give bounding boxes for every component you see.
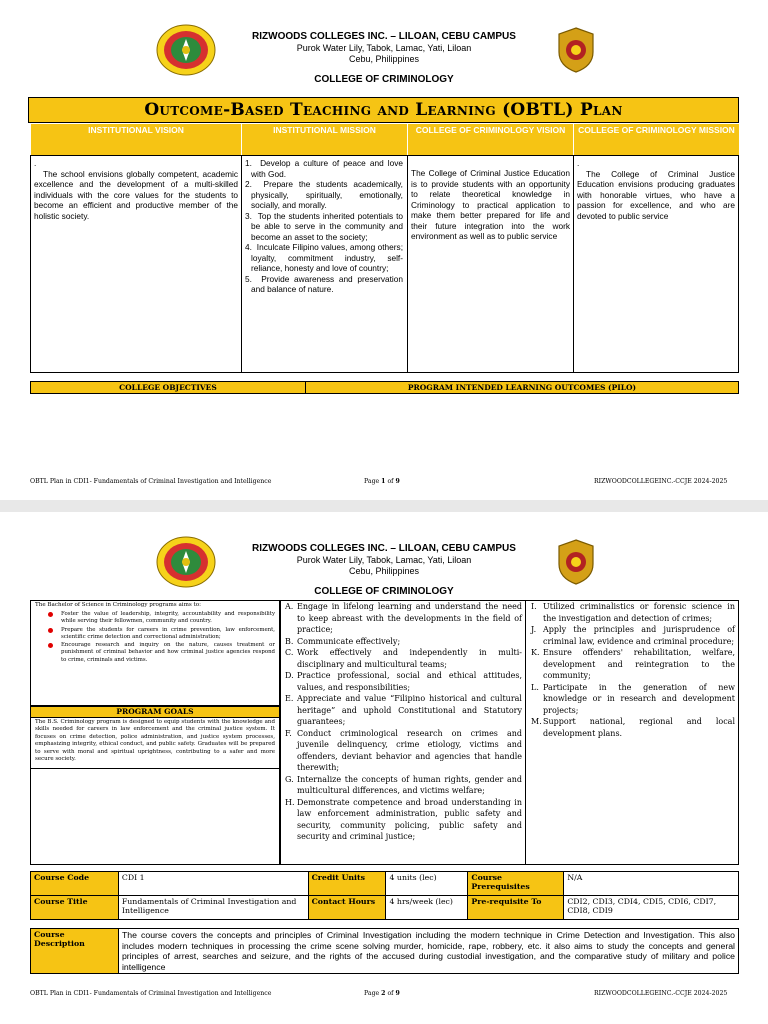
objectives-list [35,611,275,664]
pilo-item-text: Work effectively and independently in multi-disciplinary and multicultural teams; [297,648,522,669]
pilo-item [285,774,522,797]
footer-course: OBTL Plan in CDI1- Fundamentals of Criminal Investigation and Intelligence [30,990,272,997]
pilo-item-text: Support national, regional and local development plans. [543,717,735,738]
program-goals-header: PROGRAM GOALS [30,706,280,718]
program-goals-text: The B.S. Criminology program is designed to equip students with the knowledge and skills needed for careers in law enforcement and the criminal justice system. It focuses on crime detection, police administration, and justice system processes, emphasizing integrity, ethical conduct, and public safety. Graduates will be prepared to serve with moral and spiritual uprightness, contributing to a safer and more secure society. [30,717,280,769]
college-objectives-header: COLLEGE OBJECTIVES [30,381,306,394]
header-institutional-mission: INSTITUTIONAL MISSION [242,124,407,155]
bullet-icon [48,612,53,617]
contact-hours-label: Contact Hours [308,896,386,920]
course-title-label: Course Title [31,896,119,920]
school-name: RIZWOODS COLLEGES INC. – LILOAN, CEBU CAMPUS [252,543,516,554]
course-description-table [30,928,739,974]
mission-list [245,158,403,295]
pilo-item-key: G. [285,774,294,784]
page-separator [0,500,768,512]
pilo-item [531,647,735,682]
pilo-item-key: D. [285,671,294,680]
pilo-item [285,647,522,670]
mission-item-number: 2. [245,179,252,189]
mission-item [245,274,403,295]
footer-school-code: RIZWOODCOLLEGEINC.-CCJE 2024-2025 [594,990,728,997]
school-address-2: Cebu, Philippines [348,566,420,576]
pilo-item-key: C. [285,648,294,657]
college-vision-text: The College of Criminal Justice Education is to provide students with an opportunity to relate theoretical knowledge in Criminology to practical application to make them better prepared for life and their future integration into the work environment as well as to public service [411,168,570,241]
pilo-item-text: Apply the principles and jurisprudence of criminal law, evidence and criminal procedure; [543,625,735,646]
page-2 [0,512,768,1024]
prerequisite-to-label: Pre-requisite To [468,896,564,920]
mission-item [245,158,403,179]
college-name: COLLEGE OF CRIMINOLOGY [314,586,454,597]
institutional-vision-text: The school envisions globally competent, academic excellence and the development of a multi-skilled individuals with the core values for the students to become an efficient and productive member of the holistic society. [34,168,238,221]
pilo-item [285,693,522,728]
course-prerequisites-value: N/A [564,872,739,896]
college-vision-cell [407,155,574,373]
bullet-icon [48,628,53,633]
footer-page [364,478,400,485]
college-mission-cell [573,155,739,373]
pilo-header: PROGRAM INTENDED LEARNING OUTCOMES (PILO) [305,381,739,394]
pilo-item-text: Practice professional, social and ethical attitudes, values, and responsibilities; [297,671,522,692]
contact-hours-value: 4 hrs/week (lec) [386,896,468,920]
page-of: of [387,478,394,485]
page-of: of [387,990,394,997]
page-number: 1 [381,478,386,485]
course-description-label: Course Description [31,929,119,974]
college-objectives-cell [30,600,280,706]
pilo-item-text: Demonstrate competence and broad understanding in law enforcement administration, public safety and security, community policing, public safety and security and criminal justice; [297,797,522,841]
mission-item-text: Develop a culture of peace and love with God. [251,158,403,179]
pilo-item-key: B. [285,636,294,646]
page-total: 9 [395,478,400,485]
objective-text: Foster the value of leadership, integrity, accountability and responsibility while serving their fellowmen, community and country. [61,611,275,625]
footer-page [364,990,400,997]
pilo-item [285,728,522,774]
pilo-item [285,797,522,843]
pilo-item [285,636,522,648]
pilo-item [285,601,522,636]
objectives-blank-area [30,768,280,865]
pilo-left-cell [280,600,526,865]
mission-item [245,242,403,274]
pilo-item-key: M. [531,717,542,726]
page-total: 9 [395,990,400,997]
header-institutional-vision: INSTITUTIONAL VISION [31,124,241,155]
pilo-item-key: K. [531,648,540,657]
mission-item-text: Provide awareness and preservation and balance of nature. [251,273,403,294]
course-title-value: Fundamentals of Criminal Investigation and Intelligence [118,896,308,920]
college-mission-text: The College of Criminal Justice Education envisions producing graduates with honorable virtues, who have a passion for excellence, and who are devoted to public service [577,168,735,221]
mission-item-number: 1. [245,158,252,168]
pilo-item-key: F. [285,728,292,738]
institutional-vision-cell [30,155,242,373]
header-college-mission: COLLEGE OF CRIMINOLOGY MISSION [574,124,739,155]
pilo-item-text: Ensure offenders' rehabilitation, welfare, development and reintegration to the community; [543,648,735,680]
objective-item [35,611,275,626]
objective-text: Prepare the students for careers in crime prevention, law enforcement, scientific crime detection and correctional administration; [61,626,275,640]
page-label: Page [364,478,380,485]
objectives-intro: The Bachelor of Science in Criminology programs aims to: [35,602,202,608]
credit-units-value: 4 units (lec) [386,872,468,896]
pilo-item-text: Communicate effectively; [297,636,401,646]
college-name: COLLEGE OF CRIMINOLOGY [314,74,454,85]
course-code-label: Course Code [31,872,119,896]
pilo-item-key: J. [531,625,537,634]
pilo-item-text: Engage in lifelong learning and understand the need to keep abreast with the developments in the field of practice; [297,602,522,634]
page-label: Page [364,990,380,997]
pilo-item-text: Utilized criminalistics or forensic science in the investigation and detection of crimes; [543,602,735,623]
mission-item [245,179,403,211]
pilo-item [531,601,735,624]
header-college-vision: COLLEGE OF CRIMINOLOGY VISION [408,124,573,155]
course-code-value: CDI 1 [118,872,308,896]
objective-item [35,627,275,642]
pilo-right-list [531,601,735,739]
course-prerequisites-label: Course Prerequisites [468,872,564,896]
pilo-left-list [285,601,522,843]
pilo-item-text: Internalize the concepts of human rights, gender and multicultural differences, and victims welfare; [297,774,522,795]
dot-mark: . [577,158,580,168]
pilo-item-text: Appreciate and value “Filipino historical and cultural heritage” and uphold Constitutional and Statutory guarantees; [297,694,522,726]
school-address-1: Purok Water Lily, Tabok, Lamac, Yati, Liloan [296,43,472,53]
page-number: 2 [381,990,386,997]
course-description-text: The course covers the concepts and principles of Criminal Investigation including the modern technique in Crime Detection and Investigation. This also includes modern techniques in processing the crime scene solving murder, homicide, rape, robbery, etc. it also aims to study the concepts and general principles of arrest, searches and seizure, and the rights of the accused during custodial investigation, and the comparative study of military and police intelligence [118,929,738,974]
mission-item-text: Inculcate Filipino values, among others; loyalty, commitment industry, self-reliance, honesty and love of country; [251,242,403,273]
dot-mark: . [34,158,37,168]
mission-item [245,211,403,243]
pilo-right-cell [525,600,739,865]
pilo-item-key: L. [531,682,539,692]
pilo-item [531,682,735,717]
mission-item-number: 4. [245,242,252,252]
school-address-1: Purok Water Lily, Tabok, Lamac, Yati, Liloan [296,555,472,565]
pilo-item [531,624,735,647]
objective-item [35,642,275,664]
mission-item-number: 3. [245,210,252,221]
mission-item-text: Top the students inherited potentials to be able to serve in the community and become an asset to the society; [251,210,403,242]
bullet-icon [48,643,53,648]
credit-units-label: Credit Units [308,872,386,896]
criminology-badge-logo [555,26,597,74]
prerequisite-to-value: CDI2, CDI3, CDI4, CDI5, CDI6, CDI7, CDI8, CDI9 [564,896,739,920]
pilo-item-text: Conduct criminological research on crimes and juvenile delinquency, crime etiology, victims and offenders, deviant behavior and agencies that handle therewith; [297,728,522,772]
school-name: RIZWOODS COLLEGES INC. – LILOAN, CEBU CAMPUS [252,31,516,42]
pilo-item [531,716,735,739]
pilo-item-text: Participate in the generation of new knowledge or in research and development projects; [543,682,735,715]
school-address-2: Cebu, Philippines [348,54,420,64]
pilo-item-key: H. [285,797,295,807]
institutional-mission-cell [241,155,408,373]
course-info-table [30,871,739,920]
mission-item-number: 5. [245,273,252,284]
objective-text: Encourage research and inquiry on the nature, causes treatment or punishment of criminal behavior and how criminal justice agencies respond to crime, criminals and victims. [61,642,275,663]
criminology-badge-logo [555,538,597,586]
footer-course: OBTL Plan in CDI1- Fundamentals of Criminal Investigation and Intelligence [30,478,272,485]
pilo-item [285,670,522,693]
document-title: Outcome-Based Teaching and Learning (OBTL) Plan [28,97,739,123]
footer-school-code: RIZWOODCOLLEGEINC.-CCJE 2024-2025 [594,478,728,485]
pilo-item-key: E. [285,694,294,703]
mission-item-text: Prepare the students academically, physically, spiritually, emotionally, socially, and morally. [251,179,403,210]
pilo-item-key: A. [285,602,294,611]
pilo-item-key: I. [531,602,537,611]
